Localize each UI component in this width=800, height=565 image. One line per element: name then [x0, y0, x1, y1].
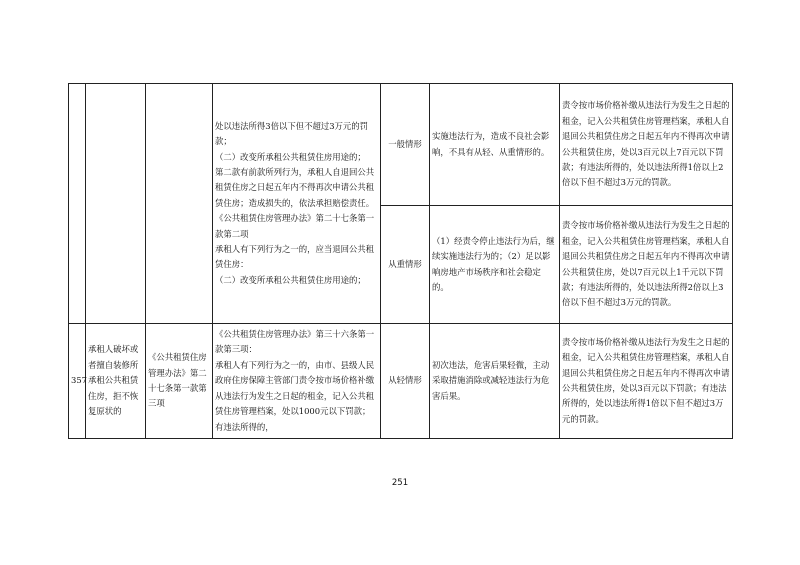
circumstance-cell: [430, 84, 560, 206]
legal-basis-cell: [146, 324, 213, 439]
legal-text: 《公共租赁住房管理办法》第三十六条第一款第三项： 承租人有下列行为之一的，由市、县级人民政府住房保障主管部门责令按市场价格补缴从违法行为发生之日起的租金，记入公共租赁住房管理档案，处以1000元以下罚款；有违法所得的，: [215, 329, 375, 432]
circumstance-cell: [430, 324, 560, 439]
violation-item-text: 承租人破坏或者擅自装修所承租公共租赁住房，拒不恢复原状的: [88, 344, 139, 417]
circumstance-cell: [430, 206, 560, 324]
circumstance-text: （1）经责令停止违法行为后，继续实施违法行为的；（2）足以影响房地产市场秩序和社会稳定的。: [432, 235, 555, 292]
discretion-level-cell: [381, 206, 430, 324]
legal-basis-text: 《公共租赁住房管理办法》第二十七条第一款第三项: [148, 352, 207, 409]
number-cell: [69, 84, 86, 324]
legal-text: 处以违法所得3倍以下但不超过3万元的罚款； （二）改变所承租公共租赁住房用途的； 第二款有前款所列行为，承租人自退回公共租赁住房之日起五年内不得再次申请公共租赁住房；造成损失的，依法承担赔偿责任。 《公共租赁住房管理办法》第二十七条第一款第二项 承租人有下列行为之一的，应当退回公共租赁住房： （二）改变所承租公共租赁住房用途的；: [215, 120, 375, 285]
discretion-level: 从轻情形: [388, 375, 422, 386]
discretion-level: 从重情形: [388, 258, 422, 269]
circumstance-text: 初次违法，危害后果轻微，主动采取措施消除或减轻违法行为危害后果。: [432, 359, 550, 401]
penalty-standard-text: 责令按市场价格补缴从违法行为发生之日起的租金，记入公共租赁住房管理档案，承租人自退回公共租赁住房之日起五年内不得再次申请公共租赁住房，处以3百元以上7百元以下罚款；有违法所得的，处以违法所得1倍以上2倍以下但不超过3万元的罚款。: [562, 100, 730, 188]
discretion-level-cell: [381, 324, 430, 439]
discretion-level-cell: [381, 84, 430, 206]
penalty-standard-cell: [560, 206, 733, 324]
table-row: [69, 84, 733, 206]
penalty-standard-text: 责令按市场价格补缴从违法行为发生之日起的租金，记入公共租赁住房管理档案，承租人自退回公共租赁住房之日起五年内不得再次申请公共租赁住房，处以7百元以上1千元以下罚款；有违法所得的，处以违法所得2倍以上3倍以下但不超过3万元的罚款。: [562, 220, 730, 308]
number-cell: [69, 324, 86, 439]
table-row: [69, 324, 733, 439]
penalty-standard-cell: [560, 324, 733, 439]
penalty-standard-text: 责令按市场价格补缴从违法行为发生之日起的租金，记入公共租赁住房管理档案，承租人自退回公共租赁住房之日起五年内不得再次申请公共租赁住房，处以3百元以下罚款；有违法所得的，处以违法所得1倍以下但不超过3万元的罚款。: [562, 336, 730, 424]
penalty-standards-table: [68, 83, 733, 439]
discretion-level: 一般情形: [388, 138, 422, 149]
circumstance-text: 实施违法行为，造成不良社会影响，不具有从轻、从重情形的。: [432, 131, 550, 157]
legal-text-cell: [213, 324, 381, 439]
violation-item-cell: [86, 84, 146, 324]
violation-item-cell: [86, 324, 146, 439]
legal-basis-cell: [146, 84, 213, 324]
legal-text-cell: [213, 84, 381, 324]
page-number: 251: [391, 478, 409, 488]
penalty-standard-cell: [560, 84, 733, 206]
row-number: 357: [71, 375, 87, 386]
